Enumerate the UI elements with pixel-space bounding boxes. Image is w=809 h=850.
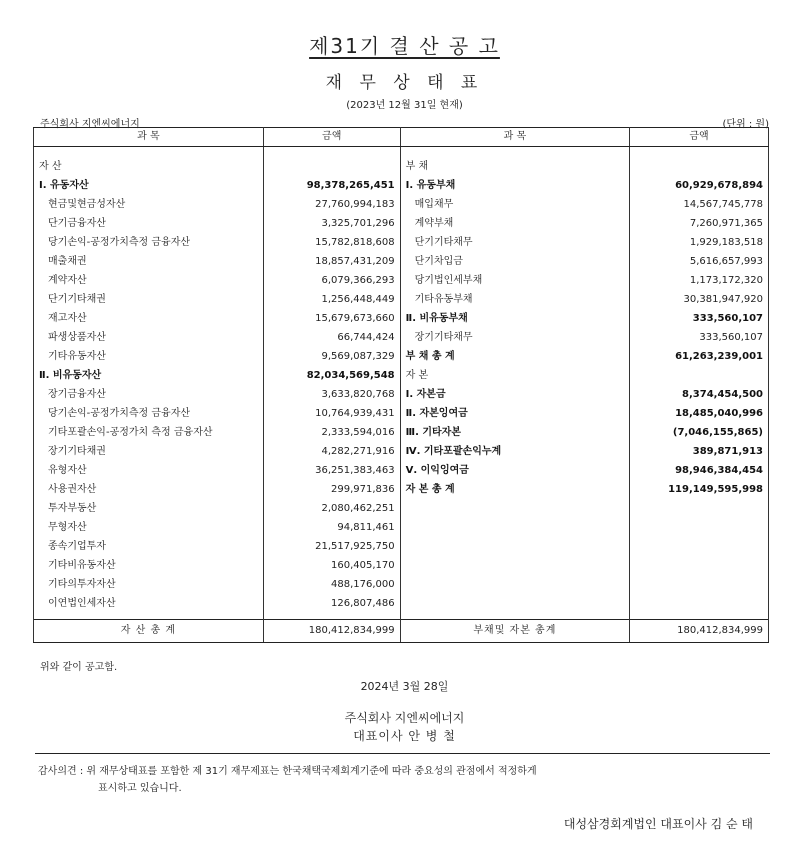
liability-item-header: 과 목 — [400, 128, 629, 147]
liability-item: 부 채 총 계 — [400, 347, 629, 366]
liability-amount: 8,374,454,500 — [630, 385, 769, 404]
liability-amount: 119,149,595,998 — [630, 480, 769, 499]
asset-amount: 82,034,569,548 — [263, 366, 400, 385]
asset-item: 재고자산 — [34, 309, 264, 328]
asset-item: 당기손익-공정가치측정 금융자산 — [34, 233, 264, 252]
table-row — [34, 480, 769, 499]
asset-amount: 488,176,000 — [263, 575, 400, 594]
asset-amount: 36,251,383,463 — [263, 461, 400, 480]
asset-amount-header: 금액 — [263, 128, 400, 147]
liability-amount — [630, 575, 769, 594]
asset-amount: 160,405,170 — [263, 556, 400, 575]
table-row — [34, 290, 769, 309]
table-row — [34, 347, 769, 366]
liability-item: Ⅰ. 유동부채 — [400, 176, 629, 195]
liability-item: Ⅲ. 기타자본 — [400, 423, 629, 442]
table-row — [34, 385, 769, 404]
table-row — [34, 537, 769, 556]
company-name: 주식회사 지엔씨에너지 — [40, 119, 140, 130]
asset-item: 기타유동자산 — [34, 347, 264, 366]
liability-amount: 18,485,040,996 — [630, 404, 769, 423]
liability-amount: 14,567,745,778 — [630, 195, 769, 214]
liability-amount: 1,929,183,518 — [630, 233, 769, 252]
liability-amount — [630, 499, 769, 518]
liability-amount — [630, 518, 769, 537]
liability-amount — [630, 366, 769, 385]
asset-amount: 3,633,820,768 — [263, 385, 400, 404]
liability-item: 부 채 — [400, 147, 629, 177]
asset-item: 이연법인세자산 — [34, 594, 264, 620]
liability-amount: 7,260,971,365 — [630, 214, 769, 233]
asset-amount: 6,079,366,293 — [263, 271, 400, 290]
ceo-signature: 대표이사 안 병 철 — [353, 729, 456, 743]
audit-opinion-line2: 표시하고 있습니다. — [98, 783, 182, 794]
table-row — [34, 461, 769, 480]
asset-amount: 10,764,939,431 — [263, 404, 400, 423]
liability-item: 단기기타채무 — [400, 233, 629, 252]
table-row — [34, 195, 769, 214]
liability-item — [400, 594, 629, 620]
asset-item: 자 산 — [34, 147, 264, 177]
asset-amount: 2,080,462,251 — [263, 499, 400, 518]
total-liabilities-equity-amount: 180,412,834,999 — [630, 620, 769, 643]
asset-item-header: 과 목 — [34, 128, 264, 147]
public-notice-text: 위와 같이 공고함. — [40, 662, 118, 673]
audit-opinion-line1: 감사의견 : 위 재무상태표를 포함한 제 31기 재무제표는 한국채택국제회계기준에 따라 중요성의 관점에서 적정하게 — [38, 766, 537, 777]
liability-item: 장기기타채무 — [400, 328, 629, 347]
asset-amount — [263, 147, 400, 177]
asset-item: 매출채권 — [34, 252, 264, 271]
liability-item — [400, 556, 629, 575]
asset-amount: 98,378,265,451 — [263, 176, 400, 195]
asset-amount: 94,811,461 — [263, 518, 400, 537]
asset-amount: 126,807,486 — [263, 594, 400, 620]
asset-amount: 15,679,673,660 — [263, 309, 400, 328]
asset-item: 파생상품자산 — [34, 328, 264, 347]
notice-title: 제31기 결 산 공 고 — [309, 34, 500, 58]
publication-date: 2024년 3월 28일 — [360, 680, 449, 693]
total-assets-amount: 180,412,834,999 — [263, 620, 400, 643]
liability-item: 자 본 — [400, 366, 629, 385]
asset-item: 기타비유동자산 — [34, 556, 264, 575]
liability-item: 당기법인세부채 — [400, 271, 629, 290]
liability-item: Ⅱ. 비유동부채 — [400, 309, 629, 328]
table-row — [34, 214, 769, 233]
liability-amount: 61,263,239,001 — [630, 347, 769, 366]
liability-item: 기타유동부채 — [400, 290, 629, 309]
divider — [35, 753, 770, 754]
table-row — [34, 252, 769, 271]
liability-amount — [630, 147, 769, 177]
asset-item: 단기기타채권 — [34, 290, 264, 309]
table-row — [34, 442, 769, 461]
liability-amount — [630, 594, 769, 620]
balance-sheet-table — [33, 127, 769, 643]
liability-item: 단기차입금 — [400, 252, 629, 271]
liability-item: Ⅳ. 기타포괄손익누계 — [400, 442, 629, 461]
asset-item: Ⅰ. 유동자산 — [34, 176, 264, 195]
asset-amount: 21,517,925,750 — [263, 537, 400, 556]
asset-amount: 2,333,594,016 — [263, 423, 400, 442]
statement-title: 재 무 상 태 표 — [325, 73, 484, 93]
table-row — [34, 176, 769, 195]
asset-item: 장기기타채권 — [34, 442, 264, 461]
liability-amount: 333,560,107 — [630, 309, 769, 328]
table-row — [34, 309, 769, 328]
liability-item: Ⅴ. 이익잉여금 — [400, 461, 629, 480]
asset-item: 무형자산 — [34, 518, 264, 537]
asset-amount: 4,282,271,916 — [263, 442, 400, 461]
asset-item: 유형자산 — [34, 461, 264, 480]
statement-date: (2023년 12월 31일 현재) — [346, 100, 463, 111]
liability-amount: 5,616,657,993 — [630, 252, 769, 271]
table-row — [34, 233, 769, 252]
asset-item: 투자부동산 — [34, 499, 264, 518]
liability-item: 계약부채 — [400, 214, 629, 233]
asset-item: 기타포괄손익-공정가치 측정 금융자산 — [34, 423, 264, 442]
liability-item — [400, 499, 629, 518]
liability-amount: 98,946,384,454 — [630, 461, 769, 480]
asset-amount: 299,971,836 — [263, 480, 400, 499]
asset-amount: 9,569,087,329 — [263, 347, 400, 366]
asset-item: 종속기업투자 — [34, 537, 264, 556]
company-name-signature: 주식회사 지엔씨에너지 — [344, 711, 465, 725]
liability-amount: 30,381,947,920 — [630, 290, 769, 309]
liability-item: 매입채무 — [400, 195, 629, 214]
unit-note: (단위 : 원) — [722, 119, 769, 130]
liability-item — [400, 518, 629, 537]
liability-amount: 1,173,172,320 — [630, 271, 769, 290]
table-row — [34, 518, 769, 537]
asset-amount: 1,256,448,449 — [263, 290, 400, 309]
asset-item: 기타의투자자산 — [34, 575, 264, 594]
asset-amount: 3,325,701,296 — [263, 214, 400, 233]
asset-amount: 66,744,424 — [263, 328, 400, 347]
liability-item — [400, 537, 629, 556]
asset-amount: 18,857,431,209 — [263, 252, 400, 271]
table-row — [34, 499, 769, 518]
table-row — [34, 423, 769, 442]
liability-amount-header: 금액 — [630, 128, 769, 147]
liability-item: Ⅱ. 자본잉여금 — [400, 404, 629, 423]
table-row — [34, 366, 769, 385]
table-row — [34, 575, 769, 594]
liability-amount — [630, 556, 769, 575]
table-row — [34, 147, 769, 177]
asset-amount: 15,782,818,608 — [263, 233, 400, 252]
auditor-signature: 대성삼경회계법인 대표이사 김 순 태 — [563, 817, 753, 831]
asset-item: 현금및현금성자산 — [34, 195, 264, 214]
totals-row — [34, 620, 769, 643]
liability-item — [400, 575, 629, 594]
asset-item: 사용권자산 — [34, 480, 264, 499]
liability-amount: (7,046,155,865) — [630, 423, 769, 442]
liability-item: 자 본 총 계 — [400, 480, 629, 499]
table-row — [34, 328, 769, 347]
liability-amount: 333,560,107 — [630, 328, 769, 347]
table-row — [34, 271, 769, 290]
liability-item: Ⅰ. 자본금 — [400, 385, 629, 404]
table-row — [34, 404, 769, 423]
liability-amount: 389,871,913 — [630, 442, 769, 461]
table-row — [34, 556, 769, 575]
liability-amount: 60,929,678,894 — [630, 176, 769, 195]
asset-amount: 27,760,994,183 — [263, 195, 400, 214]
asset-item: 장기금융자산 — [34, 385, 264, 404]
total-liabilities-equity-label: 부채및 자본 총계 — [400, 620, 629, 643]
asset-item: Ⅱ. 비유동자산 — [34, 366, 264, 385]
audit-opinion — [38, 763, 537, 797]
asset-item: 당기손익-공정가치측정 금융자산 — [34, 404, 264, 423]
total-assets-label: 자 산 총 계 — [34, 620, 264, 643]
asset-item: 계약자산 — [34, 271, 264, 290]
table-row — [34, 594, 769, 620]
liability-amount — [630, 537, 769, 556]
asset-item: 단기금융자산 — [34, 214, 264, 233]
table-header-row — [34, 128, 769, 147]
